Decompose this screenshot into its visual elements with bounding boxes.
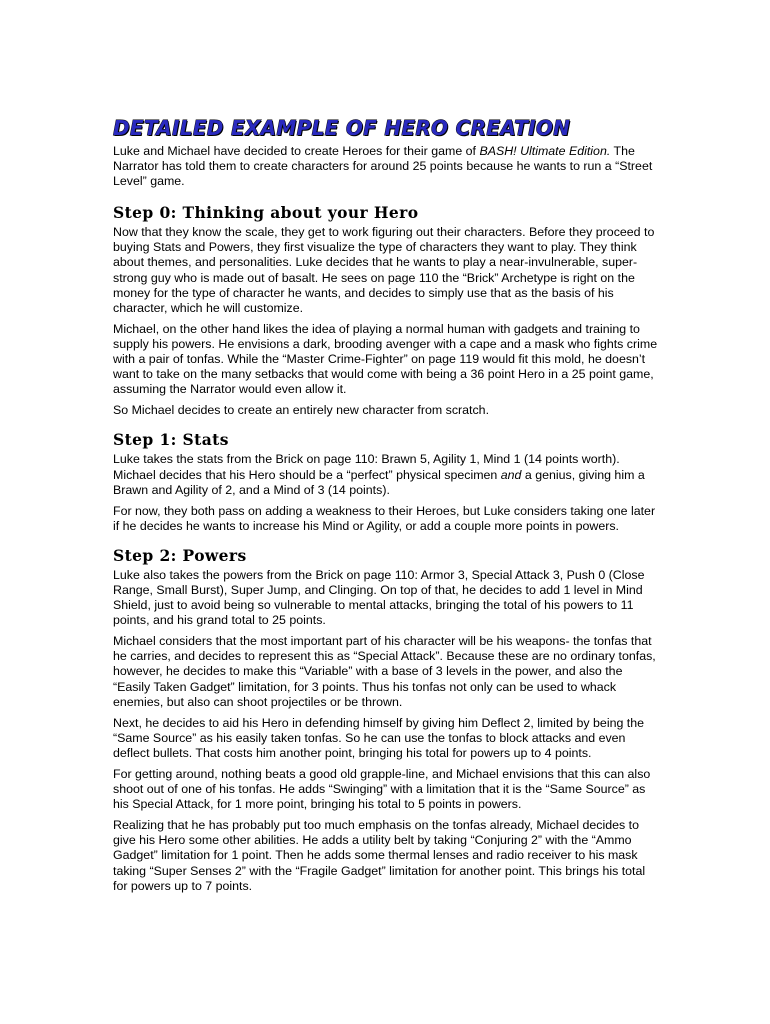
step1-section xyxy=(113,430,663,533)
step2-paragraph-4: For getting around, nothing beats a good old grapple-line, and Michael envisions that this can also shoot out of one of his tonfas. He adds “Swinging” with a limitation that it is the “Same Source” as his Special Attack, for 1 more point, bringing his total to 5 points in powers. xyxy=(113,767,651,812)
intro-text-a: Luke and Michael have decided to create Heroes for their game of xyxy=(113,144,480,158)
step1-paragraph-1 xyxy=(113,452,663,497)
intro-paragraph xyxy=(113,144,663,189)
step2-paragraph-1: Luke also takes the powers from the Brick on page 110: Armor 3, Special Attack 3, Push 0 (Close Range, Small Burst), Super Jump, and Clinging. On top of that, he decides to add 1 level in Mind Shield, just to avoid being so vulnerable to mental attacks, bringing the total of his powers to 11 points, and his grand total to 25 points. xyxy=(113,567,645,628)
step0-section xyxy=(113,203,663,418)
step1-heading: Step 1: Stats xyxy=(113,430,229,450)
step2-paragraph-3: Next, he decides to aid his Hero in defending himself by giving him Deflect 2, limited by being the “Same Source” as his easily taken tonfas. So he can use the tonfas to block attacks and even deflect bullets. That costs him another point, bringing his total for powers up to 4 points. xyxy=(113,715,645,760)
intro-text-b: The Narrator has told them to create characters for around 25 points because he wants to run a “Street Level” game. xyxy=(113,144,653,189)
intro-game-title: BASH! Ultimate Edition. xyxy=(479,144,611,158)
step0-paragraph-2: Michael, on the other hand likes the idea of playing a normal human with gadgets and training to supply his powers. He envisions a dark, brooding avenger with a cape and a mask who fights crime with a pair of tonfas. While the “Master Crime-Fighter” on page 119 would fit this mold, he doesn’t want to take on the many setbacks that would come with being a 36 point Hero in a 25 point game, assuming the Narrator would even allow it. xyxy=(113,321,658,397)
step1-paragraph-2: For now, they both pass on adding a weakness to their Heroes, but Luke considers taking one later if he decides he wants to increase his Mind or Agility, or add a couple more points in powers. xyxy=(113,503,656,533)
step2-heading: Step 2: Powers xyxy=(113,545,247,565)
document-page xyxy=(113,116,663,900)
page-title: DETAILED EXAMPLE OF HERO CREATION xyxy=(113,116,571,140)
step2-section xyxy=(113,546,663,894)
step0-heading: Step 0: Thinking about your Hero xyxy=(113,203,419,223)
step1-text-b: a genius, giving him a Brawn and Agility of 2, and a Mind of 3 (14 points). xyxy=(113,467,645,497)
step1-text-a: Luke takes the stats from the Brick on page 110: Brawn 5, Agility 1, Mind 1 (14 points worth). Michael decides that his Hero should be a “perfect” physical specimen xyxy=(113,452,620,482)
step0-paragraph-1: Now that they know the scale, they get to work figuring out their characters. Before they proceed to buying Stats and Powers, they first visualize the type of characters they want to play. They think about themes, and personalities. Luke decides that he wants to play a near-invulnerable, super-strong guy who is made out of basalt. He sees on page 110 the “Brick” Archetype is right on the money for the type of character he wants, and decides to simply use that as the basis of his character, which he will customize. xyxy=(113,225,655,315)
step2-paragraph-2: Michael considers that the most important part of his character will be his weapons- the tonfas that he carries, and decides to represent this as “Special Attack”. Because these are no ordinary tonfas, however, he decides to make this “Variable” with a base of 3 levels in the power, and also the “Easily Taken Gadget” limitation, for 3 points. Thus his tonfas not only can be used to whack enemies, but also can shoot projectiles or be thrown. xyxy=(113,634,656,709)
step2-paragraph-5: Realizing that he has probably put too much emphasis on the tonfas already, Michael decides to give his Hero some other abilities. He adds a utility belt by taking “Conjuring 2” with the “Ammo Gadget” limitation for 1 point. Then he adds some thermal lenses and radio receiver to his mask taking “Super Senses 2” with the “Fragile Gadget” limitation for another point. This brings his total for powers up to 7 points. xyxy=(113,818,646,893)
step0-paragraph-3: So Michael decides to create an entirely new character from scratch. xyxy=(113,403,490,418)
step1-emphasis: and xyxy=(500,467,522,482)
